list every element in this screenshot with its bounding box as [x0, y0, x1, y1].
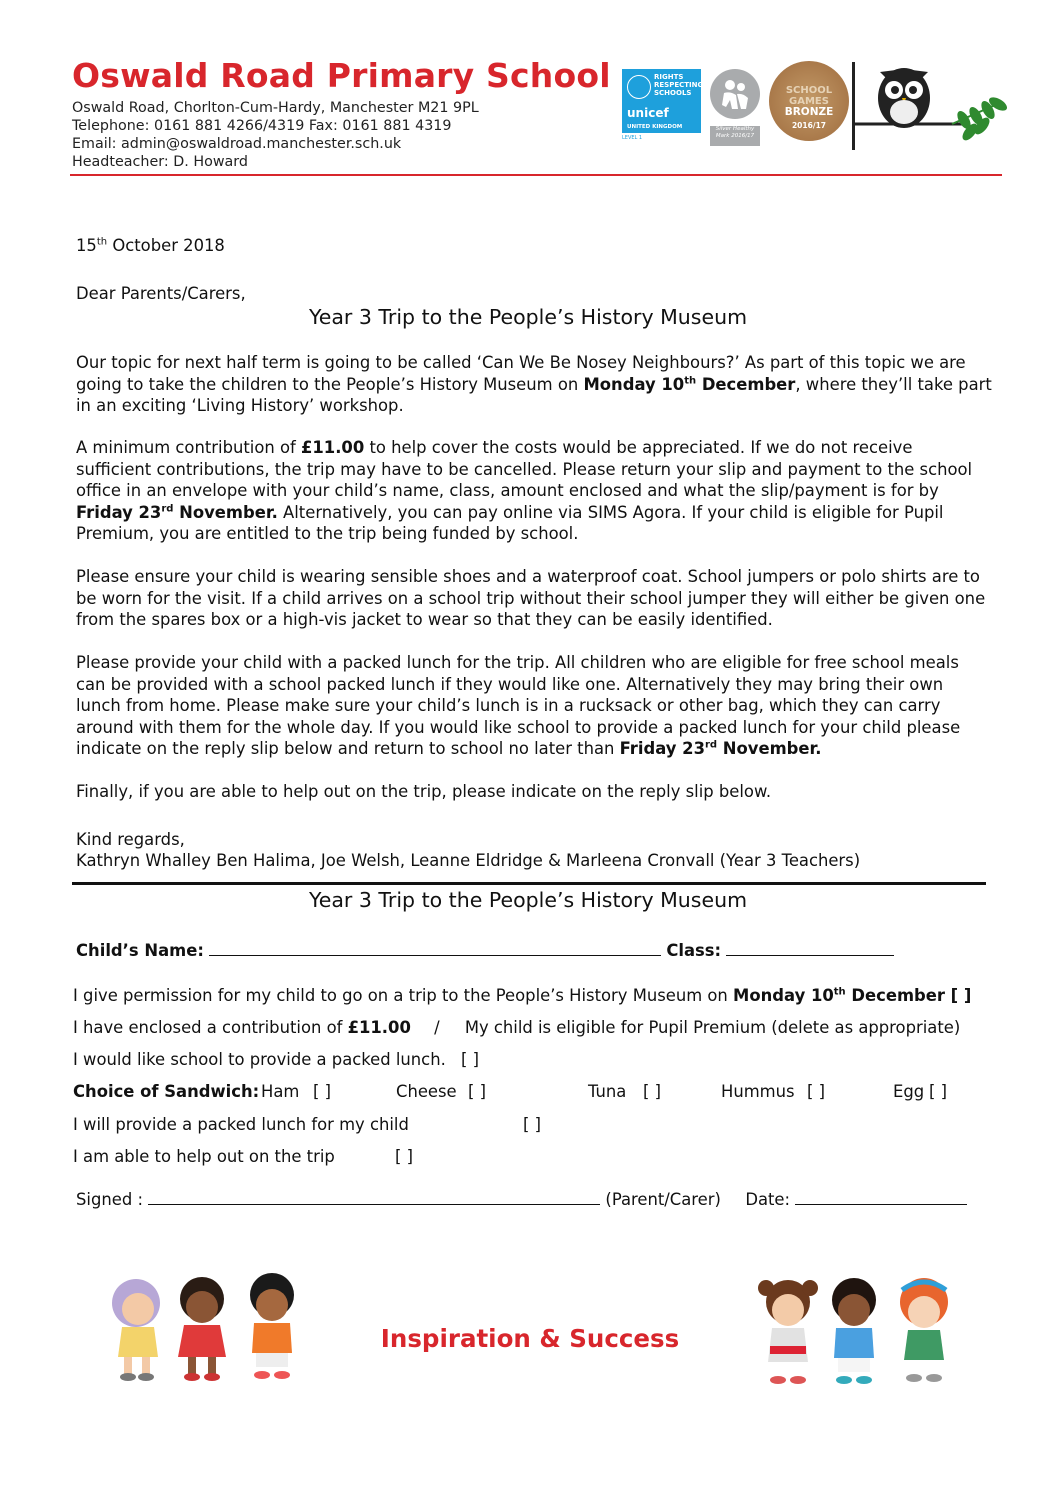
- healthy-schools-badge: [710, 69, 760, 119]
- school-lunch-row: I would like school to provide a packed lunch. [ ]: [73, 1050, 480, 1069]
- sandwich-row: [73, 1082, 973, 1104]
- paragraph-topic: Our topic for next half term is going to be called ‘Can We Be Nosey Neighbours?’ As part of this topic we are going to take the children to the People’s History Museum on Monday 10th December, where they’ll take part in an exciting ‘Living History’ workshop.: [76, 353, 992, 415]
- children-illustration-left-icon: [96, 1265, 312, 1385]
- paragraph-help: Finally, if you are able to help out on the trip, please indicate on the reply slip below.: [76, 782, 772, 801]
- school-tagline: Inspiration & Success: [380, 1324, 680, 1353]
- school-games-bronze-badge: SCHOOL GAMES BRONZE 2016/17: [769, 61, 849, 141]
- tuna-checkbox[interactable]: [ ]: [643, 1082, 661, 1101]
- permission-row: I give permission for my child to go on a trip to the People’s History Museum on Monday 10th December [ ]: [73, 986, 972, 1005]
- children-illustration-right-icon: [748, 1268, 964, 1388]
- ham-checkbox[interactable]: [ ]: [313, 1082, 331, 1101]
- badge-level: LEVEL 1: [622, 135, 643, 141]
- sandwich-option-tuna: Tuna: [588, 1082, 627, 1101]
- school-telephone: Telephone: 0161 881 4266/4319 Fax: 0161 881 4319: [72, 118, 452, 134]
- contribution-row: I have enclosed a contribution of £11.00 / My child is eligible for Pupil Premium (delete as appropriate): [73, 1018, 961, 1037]
- paragraph-lunch: Please provide your child with a packed lunch for the trip. All children who are eligible for free school meals can be provided with a school packed lunch if they would like one. Alternatively they may bring their own lunch from home. Please make sure your child’s lunch is in a rucksack or other bag, which they can carry around with them for the whole day. If you would like school to provide a packed lunch for your child please indicate on the reply slip below and return to school no later than Friday 23rd November.: [76, 653, 961, 758]
- signatories: Kathryn Whalley Ben Halima, Joe Welsh, Leanne Eldridge & Marleena Cronvall (Year 3 Teachers): [76, 851, 861, 870]
- sandwich-option-ham: Ham: [261, 1082, 300, 1101]
- sandwich-option-cheese: Cheese: [396, 1082, 457, 1101]
- permission-checkbox[interactable]: [ ]: [944, 986, 972, 1005]
- contribution-amount[interactable]: £11.00: [347, 1018, 411, 1037]
- class-field[interactable]: [726, 941, 894, 956]
- school-name: Oswald Road Primary School: [72, 56, 611, 95]
- header-divider: [70, 174, 1002, 176]
- child-name-field[interactable]: [209, 941, 661, 956]
- school-email: Email: admin@oswaldroad.manchester.sch.uk: [72, 136, 402, 152]
- owl-on-branch-icon: [852, 62, 1008, 154]
- child-name-row: [76, 941, 894, 960]
- child-name-label: Child’s Name:: [76, 941, 204, 960]
- pupil-premium-option[interactable]: My child is eligible for Pupil Premium (delete as appropriate): [464, 1018, 961, 1037]
- sandwich-label: Choice of Sandwich:: [73, 1082, 260, 1101]
- school-address: Oswald Road, Chorlton-Cum-Hardy, Manchester M21 9PL: [72, 100, 479, 116]
- healthy-mark-tag: Silver Healthy Mark 2016/17: [710, 126, 760, 146]
- unicef-logo: unicef: [627, 106, 669, 120]
- letter-title: Year 3 Trip to the People’s History Museum: [308, 305, 748, 329]
- school-lunch-checkbox[interactable]: [ ]: [461, 1050, 480, 1069]
- children-icon: [710, 69, 760, 119]
- help-out-row: I am able to help out on the trip [ ]: [73, 1147, 413, 1166]
- globe-icon: [627, 75, 651, 99]
- date-field[interactable]: [795, 1190, 967, 1205]
- help-out-checkbox[interactable]: [ ]: [395, 1147, 413, 1166]
- signature-row: Signed : (Parent/Carer) Date:: [76, 1190, 967, 1209]
- sandwich-option-hummus: Hummus: [721, 1082, 795, 1101]
- hummus-checkbox[interactable]: [ ]: [807, 1082, 825, 1101]
- closing: Kind regards,: [76, 830, 185, 849]
- letter-date: 15th October 2018: [76, 236, 225, 255]
- cut-line: [72, 882, 986, 885]
- signature-field[interactable]: [148, 1190, 600, 1205]
- paragraph-clothing: Please ensure your child is wearing sensible shoes and a waterproof coat. School jumpers or polo shirts are to be worn for the visit. If a child arrives on a school trip without their school jumper they will either be given one from the spares box or a high-vis jacket to wear so that they can be easily identified.: [76, 567, 986, 629]
- paragraph-contribution: A minimum contribution of £11.00 to help cover the costs would be appreciated. If we do not receive sufficient contributions, the trip may have to be cancelled. Please return your slip and payment to the school office in an envelope with your child’s name, class, amount enclosed and what the slip/payment is for by Friday 23rd November. Alternatively, you can pay online via SIMS Agora. If your child is eligible for Pupil Premium, you are entitled to the trip being funded by school.: [76, 438, 973, 543]
- sandwich-option-egg: Egg: [893, 1082, 925, 1101]
- class-label: Class:: [666, 941, 722, 960]
- own-lunch-checkbox[interactable]: [ ]: [523, 1115, 541, 1134]
- rights-respecting-schools-badge: RIGHTS RESPECTING SCHOOLS unicef UNITED KINGDOM: [622, 69, 701, 133]
- cheese-checkbox[interactable]: [ ]: [468, 1082, 486, 1101]
- egg-checkbox[interactable]: [ ]: [929, 1082, 947, 1101]
- school-headteacher: Headteacher: D. Howard: [72, 154, 249, 170]
- slip-title: Year 3 Trip to the People’s History Museum: [308, 888, 748, 912]
- own-lunch-row: I will provide a packed lunch for my child [ ]: [73, 1115, 541, 1134]
- salutation: Dear Parents/Carers,: [76, 284, 246, 303]
